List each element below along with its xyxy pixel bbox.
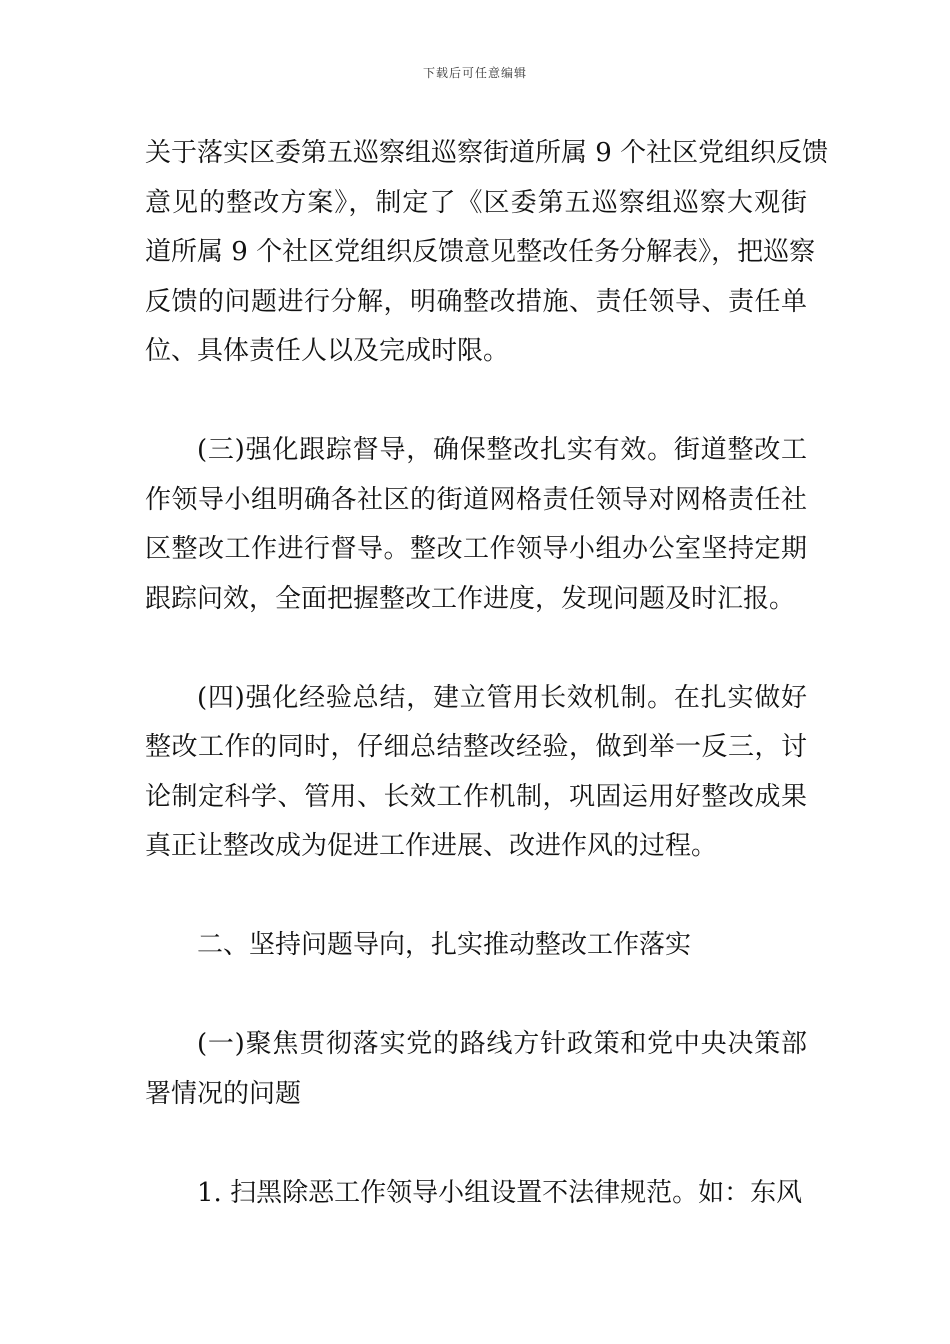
text-line: (四)强化经验总结，建立管用长效机制。在扎实做好 [197,682,807,713]
text-line: 真正让整改成为促进工作进展、改进作风的过程。 [145,831,718,861]
text-line: 论制定科学、管用、长效工作机制，巩固运用好整改成果 [145,781,807,812]
heading-line: 二、坚持问题导向，扎实推动整改工作落实 [197,930,692,960]
text-line: 1. 扫黑除恶工作领导小组设置不法律规范。如：东风 [197,1177,803,1208]
text-line: 区整改工作进行督导。整改工作领导小组办公室坚持定期 [145,534,807,564]
paragraph-section-3 [145,426,807,624]
text-line: 跟踪问效，全面把握整改工作进度，发现问题及时汇报。 [145,583,796,614]
text-line: 整改工作的同时，仔细总结整改经验，做到举一反三，讨 [145,732,807,762]
paragraph-item-1 [145,1169,807,1219]
text-line: (三)强化跟踪督导，确保整改扎实有效。街道整改工 [197,435,807,465]
text-line: 作领导小组明确各社区的街道网格责任领导对网格责任社 [145,484,807,515]
page-header-note: 下载后可任意编辑 [422,66,527,80]
text-line: 反馈的问题进行分解，明确整改措施、责任领导、责任单 [145,286,807,317]
text-line: 意见的整改方案》，制定了《区委第五巡察组巡察大观街 [145,187,807,218]
text-line: 关于落实区委第五巡察组巡察街道所属 9 个社区党组织反馈 [145,138,829,168]
section-heading-2 [145,921,807,971]
text-line: 署情况的问题 [145,1078,302,1109]
text-line: 道所属 9 个社区党组织反馈意见整改任务分解表》，把巡察 [145,237,816,267]
text-line: (一)聚焦贯彻落实党的路线方针政策和党中央决策部 [197,1029,807,1059]
paragraph-subsection-1 [145,1020,807,1119]
paragraph-rectification-plan [145,129,829,377]
text-line: 位、具体责任人以及完成时限。 [145,336,510,366]
document-body [145,129,829,1268]
paragraph-section-4 [145,674,807,872]
